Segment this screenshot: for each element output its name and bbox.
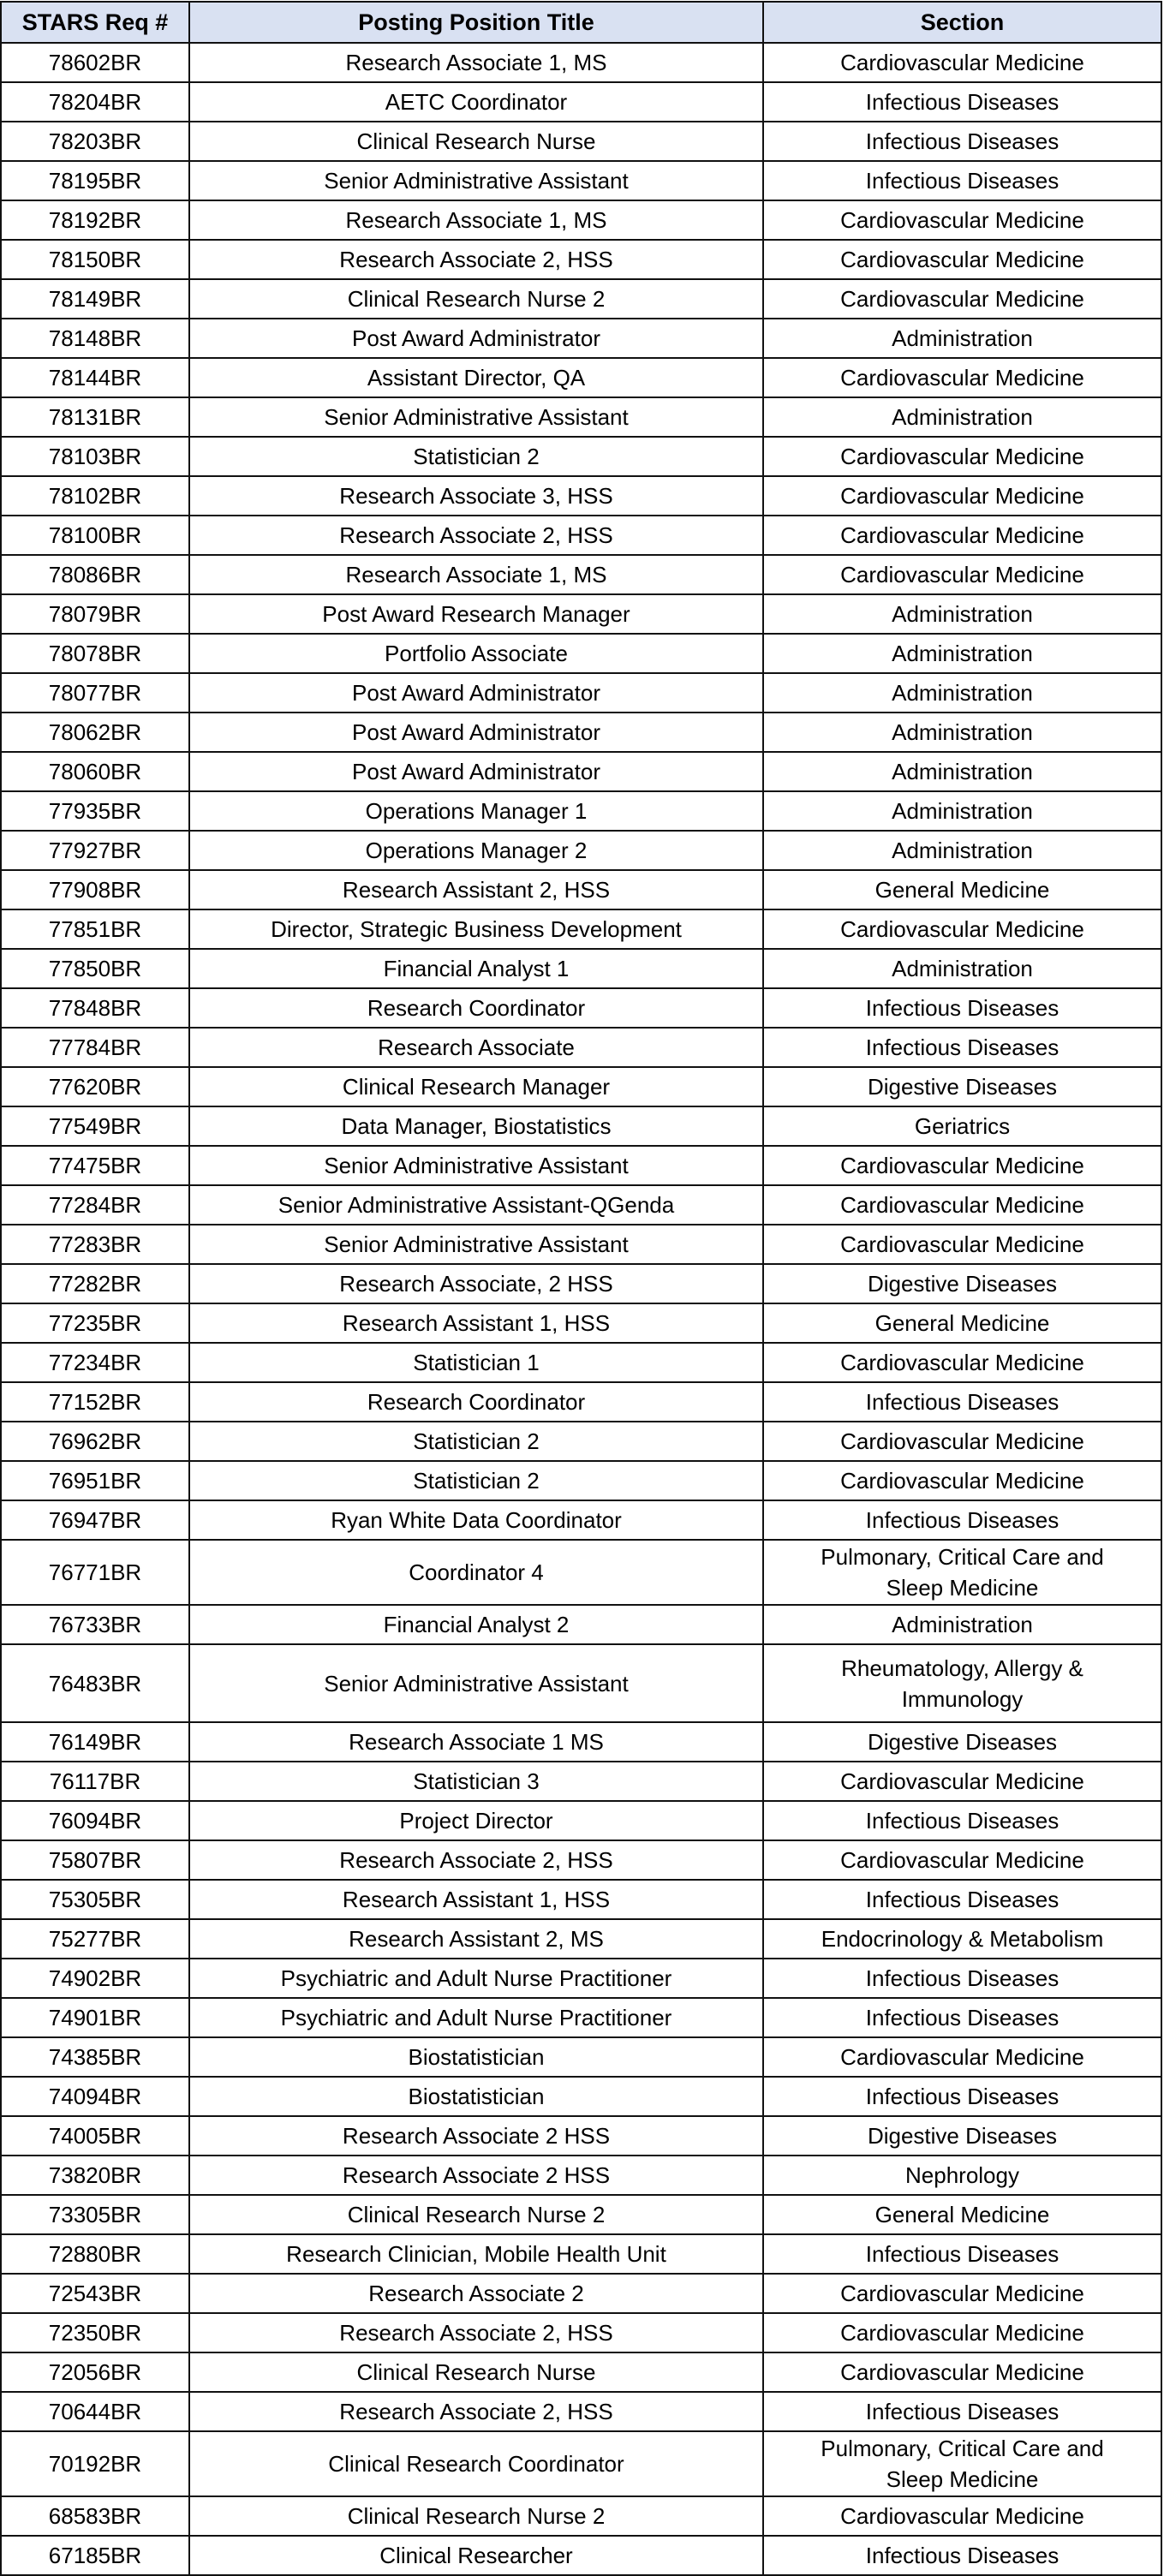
cell-section: Nephrology [763, 2156, 1161, 2195]
cell-position-title: Research Coordinator [189, 1382, 763, 1422]
cell-position-title: Data Manager, Biostatistics [189, 1106, 763, 1146]
cell-stars-req: 77927BR [1, 831, 189, 870]
cell-position-title: Research Associate 2 HSS [189, 2156, 763, 2195]
table-row [1, 1146, 1161, 1185]
cell-stars-req: 78079BR [1, 594, 189, 634]
table-row [1, 634, 1161, 673]
cell-position-title: Ryan White Data Coordinator [189, 1500, 763, 1540]
table-row [1, 1959, 1161, 1998]
table-row [1, 1382, 1161, 1422]
cell-stars-req: 74385BR [1, 2037, 189, 2077]
table-row [1, 397, 1161, 437]
cell-position-title: Research Associate 1, MS [189, 555, 763, 594]
table-row [1, 161, 1161, 200]
cell-stars-req: 73305BR [1, 2195, 189, 2234]
table-row [1, 1067, 1161, 1106]
cell-stars-req: 67185BR [1, 2536, 189, 2575]
cell-position-title: Operations Manager 1 [189, 791, 763, 831]
cell-position-title: Clinical Research Nurse 2 [189, 2496, 763, 2536]
cell-section: Cardiovascular Medicine [763, 437, 1161, 476]
cell-section: Geriatrics [763, 1106, 1161, 1146]
cell-section: Cardiovascular Medicine [763, 1146, 1161, 1185]
table-row [1, 122, 1161, 161]
cell-section: Administration [763, 1605, 1161, 1644]
cell-stars-req: 76483BR [1, 1644, 189, 1722]
cell-section: Administration [763, 949, 1161, 988]
cell-position-title: Operations Manager 2 [189, 831, 763, 870]
table-row [1, 1880, 1161, 1919]
cell-position-title: Assistant Director, QA [189, 358, 763, 397]
cell-position-title: Clinical Research Nurse 2 [189, 2195, 763, 2234]
cell-section: Administration [763, 713, 1161, 752]
cell-stars-req: 68583BR [1, 2496, 189, 2536]
cell-stars-req: 74094BR [1, 2077, 189, 2116]
cell-position-title: Research Associate 3, HSS [189, 476, 763, 516]
table-row [1, 1461, 1161, 1500]
cell-position-title: Post Award Administrator [189, 752, 763, 791]
cell-position-title: Senior Administrative Assistant-QGenda [189, 1185, 763, 1225]
cell-stars-req: 76733BR [1, 1605, 189, 1644]
table-row [1, 1644, 1161, 1722]
cell-position-title: Clinical Research Coordinator [189, 2431, 763, 2496]
table-row [1, 1225, 1161, 1264]
header-section: Section [763, 2, 1161, 43]
cell-position-title: Research Assistant 1, HSS [189, 1880, 763, 1919]
cell-section: Cardiovascular Medicine [763, 43, 1161, 82]
cell-section: Cardiovascular Medicine [763, 1185, 1161, 1225]
cell-section: Cardiovascular Medicine [763, 476, 1161, 516]
cell-position-title: Clinical Research Nurse [189, 2352, 763, 2392]
cell-stars-req: 74902BR [1, 1959, 189, 1998]
table-row [1, 988, 1161, 1028]
cell-section: Pulmonary, Critical Care and Sleep Medicine [763, 2431, 1161, 2496]
table-row [1, 870, 1161, 909]
table-row [1, 713, 1161, 752]
cell-stars-req: 76094BR [1, 1801, 189, 1840]
cell-section: Cardiovascular Medicine [763, 1840, 1161, 1880]
table-row [1, 1500, 1161, 1540]
table-row [1, 476, 1161, 516]
cell-section: Digestive Diseases [763, 1067, 1161, 1106]
table-row [1, 1185, 1161, 1225]
cell-stars-req: 76947BR [1, 1500, 189, 1540]
cell-section: Digestive Diseases [763, 1264, 1161, 1303]
table-row [1, 2156, 1161, 2195]
cell-stars-req: 74901BR [1, 1998, 189, 2037]
cell-stars-req: 77234BR [1, 1343, 189, 1382]
cell-position-title: Research Clinician, Mobile Health Unit [189, 2234, 763, 2274]
cell-stars-req: 77235BR [1, 1303, 189, 1343]
cell-stars-req: 78195BR [1, 161, 189, 200]
cell-position-title: Clinical Research Manager [189, 1067, 763, 1106]
cell-section: Administration [763, 752, 1161, 791]
cell-section: General Medicine [763, 870, 1161, 909]
table-row [1, 1762, 1161, 1801]
cell-stars-req: 77908BR [1, 870, 189, 909]
table-row [1, 358, 1161, 397]
table-row [1, 516, 1161, 555]
table-row [1, 1919, 1161, 1959]
table-row [1, 1422, 1161, 1461]
cell-section: Infectious Diseases [763, 988, 1161, 1028]
cell-section: Infectious Diseases [763, 1880, 1161, 1919]
cell-position-title: Psychiatric and Adult Nurse Practitioner [189, 1998, 763, 2037]
cell-stars-req: 78086BR [1, 555, 189, 594]
header-row [1, 2, 1161, 43]
cell-position-title: AETC Coordinator [189, 82, 763, 122]
cell-position-title: Senior Administrative Assistant [189, 397, 763, 437]
cell-position-title: Senior Administrative Assistant [189, 161, 763, 200]
cell-stars-req: 78192BR [1, 200, 189, 240]
cell-stars-req: 78148BR [1, 319, 189, 358]
cell-stars-req: 76149BR [1, 1722, 189, 1762]
cell-stars-req: 72543BR [1, 2274, 189, 2313]
table-row [1, 1540, 1161, 1605]
cell-stars-req: 77282BR [1, 1264, 189, 1303]
cell-position-title: Statistician 2 [189, 1422, 763, 1461]
table-row [1, 200, 1161, 240]
cell-stars-req: 78078BR [1, 634, 189, 673]
cell-stars-req: 78062BR [1, 713, 189, 752]
cell-position-title: Director, Strategic Business Development [189, 909, 763, 949]
table-row [1, 752, 1161, 791]
cell-stars-req: 78204BR [1, 82, 189, 122]
cell-position-title: Research Associate 2 [189, 2274, 763, 2313]
cell-section: Cardiovascular Medicine [763, 200, 1161, 240]
cell-section: Rheumatology, Allergy & Immunology [763, 1644, 1161, 1722]
header-position-title: Posting Position Title [189, 2, 763, 43]
cell-stars-req: 77475BR [1, 1146, 189, 1185]
table-row [1, 1028, 1161, 1067]
cell-stars-req: 76951BR [1, 1461, 189, 1500]
table-row [1, 2077, 1161, 2116]
cell-position-title: Research Associate 1, MS [189, 43, 763, 82]
table-row [1, 1801, 1161, 1840]
cell-position-title: Coordinator 4 [189, 1540, 763, 1605]
cell-position-title: Statistician 3 [189, 1762, 763, 1801]
cell-position-title: Research Assistant 1, HSS [189, 1303, 763, 1343]
cell-section: Pulmonary, Critical Care and Sleep Medicine [763, 1540, 1161, 1605]
cell-position-title: Research Associate 2 HSS [189, 2116, 763, 2156]
cell-stars-req: 77850BR [1, 949, 189, 988]
table-row [1, 1722, 1161, 1762]
cell-stars-req: 76962BR [1, 1422, 189, 1461]
table-row [1, 2313, 1161, 2352]
cell-section: Infectious Diseases [763, 1382, 1161, 1422]
cell-position-title: Senior Administrative Assistant [189, 1644, 763, 1722]
table-row [1, 240, 1161, 279]
cell-section: Administration [763, 673, 1161, 713]
cell-stars-req: 77784BR [1, 1028, 189, 1067]
table-row [1, 1343, 1161, 1382]
cell-stars-req: 78103BR [1, 437, 189, 476]
table-row [1, 949, 1161, 988]
cell-position-title: Post Award Administrator [189, 319, 763, 358]
cell-stars-req: 73820BR [1, 2156, 189, 2195]
cell-stars-req: 77283BR [1, 1225, 189, 1264]
cell-stars-req: 78060BR [1, 752, 189, 791]
cell-position-title: Post Award Research Manager [189, 594, 763, 634]
table-row [1, 2274, 1161, 2313]
cell-section: Infectious Diseases [763, 1959, 1161, 1998]
cell-section: Cardiovascular Medicine [763, 1343, 1161, 1382]
cell-position-title: Clinical Research Nurse [189, 122, 763, 161]
table-row [1, 1264, 1161, 1303]
table-row [1, 555, 1161, 594]
cell-stars-req: 78077BR [1, 673, 189, 713]
cell-stars-req: 77851BR [1, 909, 189, 949]
table-row [1, 2234, 1161, 2274]
cell-section: Infectious Diseases [763, 82, 1161, 122]
table-row [1, 2431, 1161, 2496]
table-row [1, 1106, 1161, 1146]
cell-position-title: Senior Administrative Assistant [189, 1225, 763, 1264]
cell-section: Cardiovascular Medicine [763, 1762, 1161, 1801]
cell-stars-req: 75305BR [1, 1880, 189, 1919]
cell-section: Administration [763, 831, 1161, 870]
table-row [1, 2037, 1161, 2077]
cell-stars-req: 70192BR [1, 2431, 189, 2496]
cell-position-title: Research Associate 2, HSS [189, 2313, 763, 2352]
cell-section: Administration [763, 594, 1161, 634]
table-row [1, 1998, 1161, 2037]
cell-section: Cardiovascular Medicine [763, 1225, 1161, 1264]
cell-stars-req: 75807BR [1, 1840, 189, 1880]
cell-position-title: Research Coordinator [189, 988, 763, 1028]
table-row [1, 43, 1161, 82]
cell-section: Administration [763, 397, 1161, 437]
cell-position-title: Project Director [189, 1801, 763, 1840]
cell-position-title: Research Associate 1 MS [189, 1722, 763, 1762]
table-row [1, 1605, 1161, 1644]
cell-stars-req: 76771BR [1, 1540, 189, 1605]
cell-stars-req: 77152BR [1, 1382, 189, 1422]
table-row [1, 2195, 1161, 2234]
table-row [1, 1303, 1161, 1343]
cell-section: Infectious Diseases [763, 122, 1161, 161]
cell-section: Infectious Diseases [763, 2234, 1161, 2274]
table-row [1, 82, 1161, 122]
cell-position-title: Clinical Research Nurse 2 [189, 279, 763, 319]
cell-position-title: Research Associate 2, HSS [189, 2392, 763, 2431]
cell-position-title: Biostatistician [189, 2037, 763, 2077]
cell-stars-req: 77620BR [1, 1067, 189, 1106]
cell-section: Infectious Diseases [763, 2077, 1161, 2116]
cell-stars-req: 70644BR [1, 2392, 189, 2431]
cell-section: Cardiovascular Medicine [763, 2274, 1161, 2313]
cell-section: Administration [763, 319, 1161, 358]
cell-section: Infectious Diseases [763, 1028, 1161, 1067]
cell-stars-req: 74005BR [1, 2116, 189, 2156]
cell-stars-req: 78144BR [1, 358, 189, 397]
cell-section: Infectious Diseases [763, 161, 1161, 200]
cell-stars-req: 78602BR [1, 43, 189, 82]
cell-position-title: Psychiatric and Adult Nurse Practitioner [189, 1959, 763, 1998]
table-row [1, 2116, 1161, 2156]
cell-stars-req: 76117BR [1, 1762, 189, 1801]
cell-section: Administration [763, 634, 1161, 673]
table-row [1, 791, 1161, 831]
cell-section: Cardiovascular Medicine [763, 516, 1161, 555]
cell-position-title: Research Associate [189, 1028, 763, 1067]
table-row [1, 1840, 1161, 1880]
cell-stars-req: 77284BR [1, 1185, 189, 1225]
cell-position-title: Research Assistant 2, HSS [189, 870, 763, 909]
table-row [1, 2536, 1161, 2575]
cell-section: Digestive Diseases [763, 2116, 1161, 2156]
cell-section: Cardiovascular Medicine [763, 909, 1161, 949]
cell-section: Infectious Diseases [763, 2536, 1161, 2575]
cell-stars-req: 75277BR [1, 1919, 189, 1959]
cell-section: Cardiovascular Medicine [763, 279, 1161, 319]
cell-section: Infectious Diseases [763, 1500, 1161, 1540]
cell-section: General Medicine [763, 1303, 1161, 1343]
header-stars-req: STARS Req # [1, 2, 189, 43]
cell-section: Digestive Diseases [763, 1722, 1161, 1762]
cell-stars-req: 72056BR [1, 2352, 189, 2392]
cell-section: Cardiovascular Medicine [763, 2037, 1161, 2077]
table-row [1, 831, 1161, 870]
cell-position-title: Research Associate 1, MS [189, 200, 763, 240]
cell-stars-req: 77848BR [1, 988, 189, 1028]
cell-stars-req: 72880BR [1, 2234, 189, 2274]
cell-position-title: Financial Analyst 1 [189, 949, 763, 988]
cell-position-title: Portfolio Associate [189, 634, 763, 673]
cell-section: Cardiovascular Medicine [763, 555, 1161, 594]
cell-stars-req: 78150BR [1, 240, 189, 279]
cell-position-title: Statistician 2 [189, 1461, 763, 1500]
cell-position-title: Financial Analyst 2 [189, 1605, 763, 1644]
cell-section: Cardiovascular Medicine [763, 2313, 1161, 2352]
cell-position-title: Biostatistician [189, 2077, 763, 2116]
cell-section: Cardiovascular Medicine [763, 358, 1161, 397]
cell-section: Cardiovascular Medicine [763, 1461, 1161, 1500]
cell-section: Infectious Diseases [763, 2392, 1161, 2431]
cell-section: Infectious Diseases [763, 1998, 1161, 2037]
cell-section: Endocrinology & Metabolism [763, 1919, 1161, 1959]
cell-stars-req: 78100BR [1, 516, 189, 555]
table-row [1, 437, 1161, 476]
cell-section: Cardiovascular Medicine [763, 1422, 1161, 1461]
table-row [1, 909, 1161, 949]
cell-section: Infectious Diseases [763, 1801, 1161, 1840]
cell-stars-req: 78131BR [1, 397, 189, 437]
cell-stars-req: 78149BR [1, 279, 189, 319]
table-body [1, 43, 1161, 2575]
cell-section: Cardiovascular Medicine [763, 240, 1161, 279]
cell-position-title: Post Award Administrator [189, 673, 763, 713]
table-row [1, 2352, 1161, 2392]
table-row [1, 279, 1161, 319]
table-row [1, 673, 1161, 713]
cell-position-title: Statistician 2 [189, 437, 763, 476]
cell-position-title: Research Assistant 2, MS [189, 1919, 763, 1959]
table-row [1, 594, 1161, 634]
table-row [1, 2496, 1161, 2536]
cell-stars-req: 78102BR [1, 476, 189, 516]
cell-position-title: Research Associate 2, HSS [189, 516, 763, 555]
cell-position-title: Research Associate 2, HSS [189, 240, 763, 279]
cell-position-title: Statistician 1 [189, 1343, 763, 1382]
cell-position-title: Senior Administrative Assistant [189, 1146, 763, 1185]
cell-section: Cardiovascular Medicine [763, 2352, 1161, 2392]
cell-position-title: Clinical Researcher [189, 2536, 763, 2575]
cell-stars-req: 77549BR [1, 1106, 189, 1146]
table-row [1, 2392, 1161, 2431]
cell-stars-req: 77935BR [1, 791, 189, 831]
cell-position-title: Research Associate, 2 HSS [189, 1264, 763, 1303]
cell-stars-req: 78203BR [1, 122, 189, 161]
cell-section: General Medicine [763, 2195, 1161, 2234]
cell-section: Administration [763, 791, 1161, 831]
cell-section: Cardiovascular Medicine [763, 2496, 1161, 2536]
cell-stars-req: 72350BR [1, 2313, 189, 2352]
cell-position-title: Research Associate 2, HSS [189, 1840, 763, 1880]
cell-position-title: Post Award Administrator [189, 713, 763, 752]
job-postings-table [0, 1, 1162, 2576]
table-row [1, 319, 1161, 358]
